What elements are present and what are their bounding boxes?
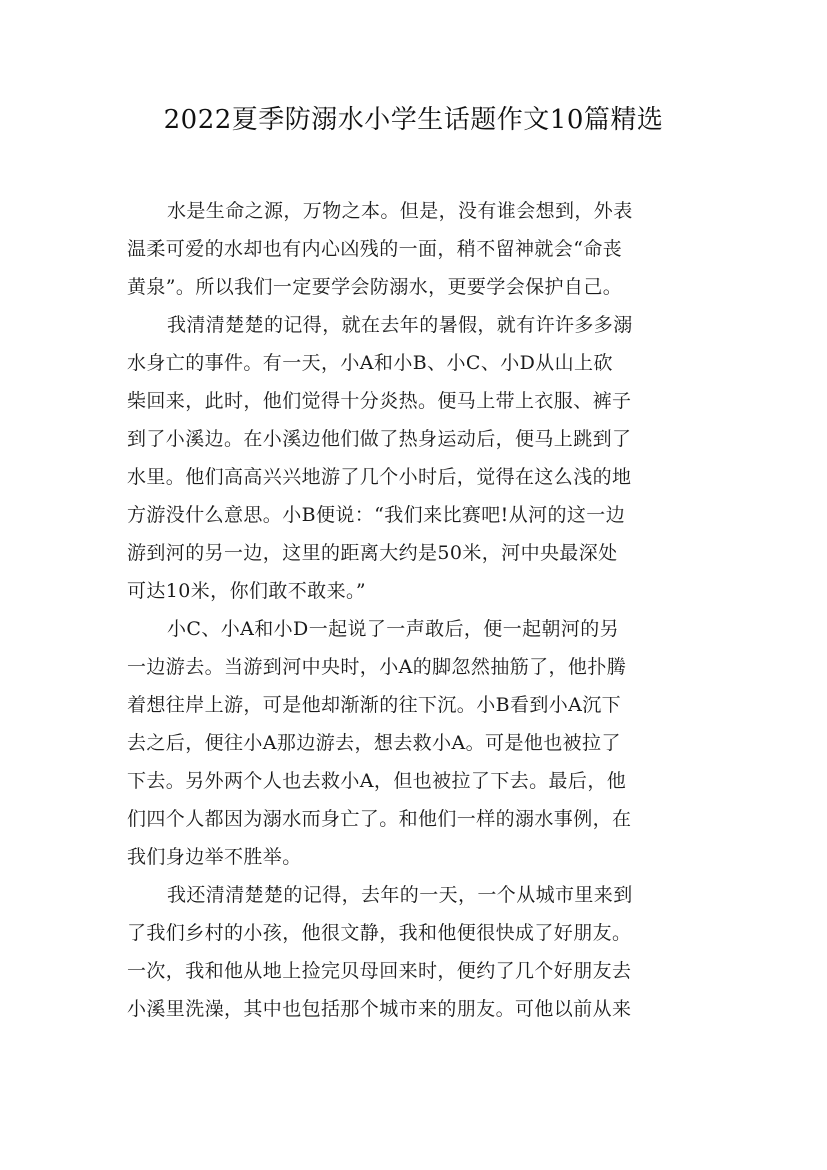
text-line: 我还清清楚楚的记得，去年的一天，一个从城市里来到 [167,884,633,906]
text-line: 柴回来，此时，他们觉得十分炎热。便马上带上衣服、裤子 [127,390,632,412]
text-line: 着想往岸上游，可是他却渐渐的往下沉。小B看到小A沉下 [127,694,622,716]
text-line: 一次，我和他从地上捡完贝母回来时，便约了几个好朋友去 [127,960,632,982]
paragraph-1 [127,192,703,306]
text-line: 水里。他们高高兴兴地游了几个小时后，觉得在这么浅的地 [127,466,632,488]
text-line: 温柔可爱的水却也有内心凶残的一面，稍不留神就会“命丧 [127,238,623,260]
text-line: 一边游去。当游到河中央时，小A的脚忽然抽筋了，他扑腾 [127,656,627,678]
document-body [127,192,703,1028]
text-line: 下去。另外两个人也去救小A，但也被拉了下去。最后，他 [127,770,627,792]
paragraph-2 [127,306,703,610]
text-line: 了我们乡村的小孩，他很文静，我和他便很快成了好朋友。 [127,922,632,944]
text-line: 们四个人都因为溺水而身亡了。和他们一样的溺水事例，在 [127,808,632,830]
text-line: 游到河的另一边，这里的距离大约是50米，河中央最深处 [127,542,618,564]
paragraph-4 [127,876,703,1028]
text-line: 黄泉”。所以我们一定要学会防溺水，更要学会保护自己。 [127,276,623,298]
text-line: 可达10米，你们敢不敢来。” [127,580,366,602]
text-line: 我清清楚楚的记得，就在去年的暑假，就有许许多多溺 [167,314,633,336]
text-line: 小溪里洗澡，其中也包括那个城市来的朋友。可他以前从来 [127,998,632,1020]
text-line: 我们身边举不胜举。 [127,846,302,868]
text-line: 方游没什么意思。小B便说：“我们来比赛吧!从河的这一边 [127,504,626,526]
text-line: 水是生命之源，万物之本。但是，没有谁会想到，外表 [167,200,633,222]
text-line: 去之后，便往小A那边游去，想去救小A。可是他也被拉了 [127,732,621,754]
paragraph-3 [127,610,703,876]
text-line: 到了小溪边。在小溪边他们做了热身运动后，便马上跳到了 [127,428,632,450]
text-line: 小C、小A和小D一起说了一声敢后，便一起朝河的另 [167,618,620,640]
document-title: 2022夏季防溺水小学生话题作文10篇精选 [163,105,664,135]
text-line: 水身亡的事件。有一天，小A和小B、小C、小D从山上砍 [127,352,613,374]
